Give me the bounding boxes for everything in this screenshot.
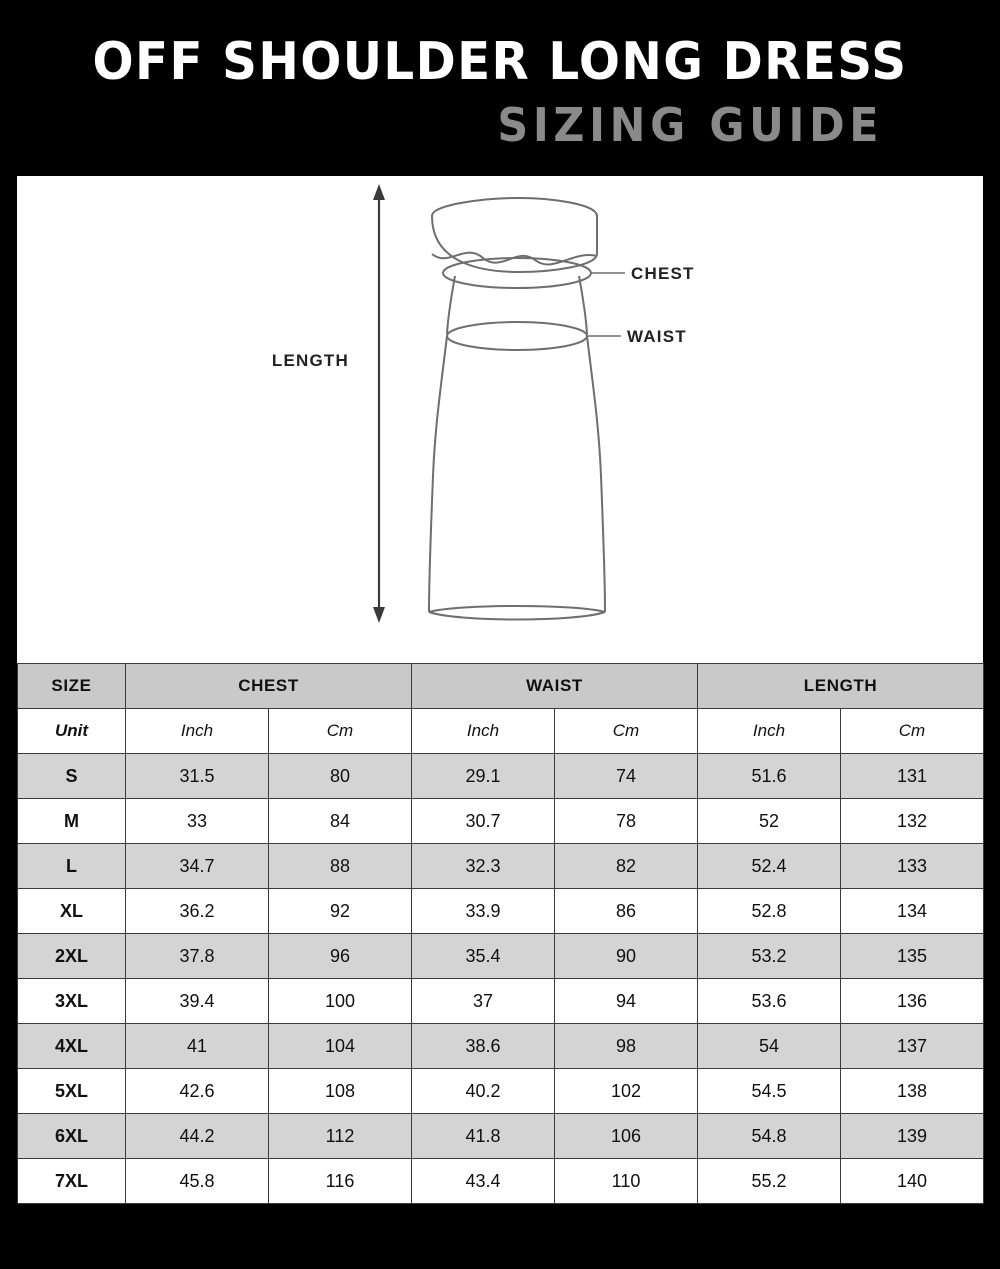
row-length-cm: 132 — [841, 799, 984, 844]
table-row — [18, 1069, 984, 1114]
header-length: LENGTH — [698, 664, 984, 709]
unit-chest-cm: Cm — [269, 709, 412, 754]
unit-length-inch: Inch — [698, 709, 841, 754]
page-header — [0, 0, 1000, 170]
row-size: XL — [18, 889, 126, 934]
row-chest-inch: 41 — [126, 1024, 269, 1069]
row-length-inch: 52.8 — [698, 889, 841, 934]
row-length-inch: 52 — [698, 799, 841, 844]
row-chest-inch: 42.6 — [126, 1069, 269, 1114]
row-waist-inch: 40.2 — [412, 1069, 555, 1114]
row-waist-inch: 37 — [412, 979, 555, 1024]
row-chest-cm: 100 — [269, 979, 412, 1024]
row-chest-cm: 108 — [269, 1069, 412, 1114]
row-size: 7XL — [18, 1159, 126, 1204]
row-length-inch: 54.5 — [698, 1069, 841, 1114]
dress-diagram — [17, 176, 983, 663]
page-subtitle: SIZING GUIDE — [497, 98, 884, 152]
table-row — [18, 889, 984, 934]
row-chest-inch: 31.5 — [126, 754, 269, 799]
row-waist-cm: 110 — [555, 1159, 698, 1204]
row-length-inch: 52.4 — [698, 844, 841, 889]
dress-outline-icon — [429, 198, 605, 620]
row-waist-cm: 74 — [555, 754, 698, 799]
length-label: LENGTH — [271, 351, 349, 370]
unit-chest-inch: Inch — [126, 709, 269, 754]
unit-waist-inch: Inch — [412, 709, 555, 754]
group-header-row — [18, 664, 984, 709]
table-row — [18, 979, 984, 1024]
row-waist-inch: 32.3 — [412, 844, 555, 889]
unit-row — [18, 709, 984, 754]
table-header — [18, 664, 984, 709]
table-row — [18, 1024, 984, 1069]
row-chest-inch: 33 — [126, 799, 269, 844]
row-waist-cm: 90 — [555, 934, 698, 979]
row-length-inch: 53.6 — [698, 979, 841, 1024]
row-waist-inch: 29.1 — [412, 754, 555, 799]
row-chest-cm: 80 — [269, 754, 412, 799]
label-leader-lines — [587, 273, 625, 336]
row-size: L — [18, 844, 126, 889]
row-size: 2XL — [18, 934, 126, 979]
waist-label: WAIST — [627, 327, 687, 346]
row-length-cm: 136 — [841, 979, 984, 1024]
row-size: 6XL — [18, 1114, 126, 1159]
row-length-cm: 134 — [841, 889, 984, 934]
row-length-cm: 137 — [841, 1024, 984, 1069]
row-chest-cm: 116 — [269, 1159, 412, 1204]
row-size: 5XL — [18, 1069, 126, 1114]
unit-waist-cm: Cm — [555, 709, 698, 754]
chest-label: CHEST — [631, 264, 695, 283]
row-length-inch: 54.8 — [698, 1114, 841, 1159]
row-size: 4XL — [18, 1024, 126, 1069]
row-waist-cm: 102 — [555, 1069, 698, 1114]
row-size: S — [18, 754, 126, 799]
row-chest-cm: 88 — [269, 844, 412, 889]
row-waist-cm: 82 — [555, 844, 698, 889]
row-chest-inch: 44.2 — [126, 1114, 269, 1159]
row-chest-inch: 45.8 — [126, 1159, 269, 1204]
table-row — [18, 844, 984, 889]
row-length-cm: 140 — [841, 1159, 984, 1204]
row-waist-inch: 41.8 — [412, 1114, 555, 1159]
row-waist-cm: 106 — [555, 1114, 698, 1159]
header-waist: WAIST — [412, 664, 698, 709]
unit-label: Unit — [18, 709, 126, 754]
dress-illustration-panel — [17, 176, 983, 663]
table-row — [18, 1159, 984, 1204]
row-waist-cm: 98 — [555, 1024, 698, 1069]
row-chest-inch: 39.4 — [126, 979, 269, 1024]
row-chest-cm: 92 — [269, 889, 412, 934]
table-row — [18, 799, 984, 844]
row-chest-inch: 37.8 — [126, 934, 269, 979]
row-waist-inch: 43.4 — [412, 1159, 555, 1204]
row-chest-cm: 104 — [269, 1024, 412, 1069]
row-length-inch: 55.2 — [698, 1159, 841, 1204]
table-body — [18, 709, 984, 1204]
row-length-inch: 53.2 — [698, 934, 841, 979]
row-waist-cm: 78 — [555, 799, 698, 844]
row-chest-cm: 84 — [269, 799, 412, 844]
row-length-cm: 131 — [841, 754, 984, 799]
row-chest-cm: 112 — [269, 1114, 412, 1159]
unit-length-cm: Cm — [841, 709, 984, 754]
length-arrow-icon — [373, 184, 385, 623]
row-waist-cm: 86 — [555, 889, 698, 934]
page-title: OFF SHOULDER LONG DRESS — [92, 32, 908, 92]
row-length-inch: 51.6 — [698, 754, 841, 799]
row-size: 3XL — [18, 979, 126, 1024]
table-row — [18, 754, 984, 799]
row-length-cm: 133 — [841, 844, 984, 889]
row-length-cm: 135 — [841, 934, 984, 979]
row-length-inch: 54 — [698, 1024, 841, 1069]
row-waist-inch: 30.7 — [412, 799, 555, 844]
row-chest-inch: 34.7 — [126, 844, 269, 889]
row-size: M — [18, 799, 126, 844]
row-chest-cm: 96 — [269, 934, 412, 979]
row-waist-inch: 38.6 — [412, 1024, 555, 1069]
row-chest-inch: 36.2 — [126, 889, 269, 934]
row-waist-inch: 33.9 — [412, 889, 555, 934]
table-row — [18, 1114, 984, 1159]
row-waist-inch: 35.4 — [412, 934, 555, 979]
size-table-wrapper — [17, 663, 983, 1204]
row-length-cm: 139 — [841, 1114, 984, 1159]
row-length-cm: 138 — [841, 1069, 984, 1114]
header-size: SIZE — [18, 664, 126, 709]
size-table — [17, 663, 984, 1204]
table-row — [18, 934, 984, 979]
row-waist-cm: 94 — [555, 979, 698, 1024]
header-chest: CHEST — [126, 664, 412, 709]
